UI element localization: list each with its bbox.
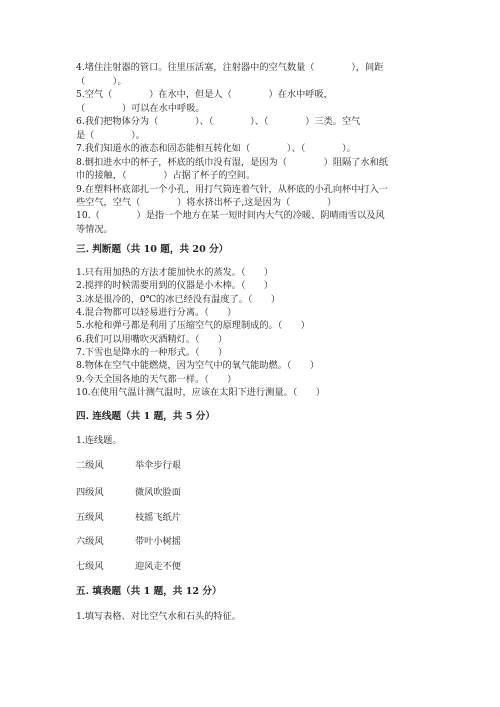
fill-blank-line: 些空气，空气（ ）将水挤出杯子,这是因为（ ） bbox=[76, 197, 337, 208]
matching-left-item: 四级风 bbox=[76, 487, 104, 498]
fill-blank-line: 等情况。 bbox=[76, 224, 113, 235]
judge-item: 3.冰是很冷的，0℃的冰已经没有温度了。（ ） bbox=[76, 294, 281, 305]
judge-item: 10.在使用气温计测气温时，应该在太阳下进行测量。（ ） bbox=[76, 387, 325, 398]
judge-item: 9.今天全国各地的天气都一样。（ ） bbox=[76, 374, 237, 385]
judge-item: 6.我们可以用嘴吹灭酒精灯。（ ） bbox=[76, 334, 228, 345]
fill-blank-line: 8.倒扣进水中的杯子，杯底的纸巾没有湿，是因为（ ）阻隔了水和纸 bbox=[76, 157, 388, 168]
judge-item: 5.水枪和弹弓都是利用了压缩空气的原理制成的。（ ） bbox=[76, 320, 310, 331]
matching-right-item: 微风吹脸面 bbox=[135, 487, 181, 498]
fill-blank-line: 4.堵住注射器的管口。往里压活塞，注射器中的空气数量（ ），间距 bbox=[76, 62, 384, 73]
matching-question: 1.连线题。 bbox=[76, 435, 122, 446]
fill-blank-line: 10.（ ）是指一个地方在某一短时间内大气的冷暖、阴晴雨雪以及风 bbox=[76, 210, 385, 221]
matching-right-item: 举伞步行艰 bbox=[135, 460, 181, 471]
judge-item: 8.物体在空气中能燃烧，因为空气中的氧气能助燃。（ ） bbox=[76, 360, 320, 371]
matching-left-item: 七级风 bbox=[76, 561, 104, 572]
fill-blank-line: 5.空气（ ）在水中，但是人（ ）在水中呼吸， bbox=[76, 89, 333, 100]
fill-blank-line: 是（ ）。 bbox=[76, 130, 145, 141]
judge-item: 2.搅拌的时候需要用到的仪器是小木棒。（ ） bbox=[76, 280, 274, 291]
fill-blank-line: 6.我们把物体分为（ ）、（ ）、（ ）三类。空气 bbox=[76, 116, 361, 127]
fill-blank-line: （ ）可以在水中呼吸。 bbox=[76, 103, 205, 114]
matching-left-item: 二级风 bbox=[76, 460, 104, 471]
section-heading-table: 五. 填表题（共 1 题，共 12 分） bbox=[76, 586, 222, 597]
judge-item: 7.下雪也是降水的一种形式。（ ） bbox=[76, 347, 228, 358]
matching-left-item: 六级风 bbox=[76, 536, 104, 547]
judge-item: 1.只有用加热的方法才能加快水的蒸发。（ ） bbox=[76, 267, 274, 278]
judge-item: 4.混合物都可以轻易进行分离。（ ） bbox=[76, 307, 237, 318]
section-heading-judge: 三. 判断题（共 10 题，共 20 分） bbox=[76, 244, 229, 255]
table-question: 1.填写表格、对比空气水和石头的特征。 bbox=[76, 611, 241, 622]
section-heading-matching: 四. 连线题（共 1 题，共 5 分） bbox=[76, 411, 215, 422]
fill-blank-line: （ ）。 bbox=[76, 76, 127, 87]
matching-right-item: 枝摇飞纸片 bbox=[135, 512, 181, 523]
fill-blank-line: 7.我们知道水的液态和固态能相互转化如（ ）、（ ）。 bbox=[76, 143, 356, 154]
matching-right-item: 带叶小树摇 bbox=[135, 536, 181, 547]
fill-blank-line: 9.在塑料杯底部扎一个小孔，用打气筒连着气针，从杯底的小孔向杯中打入一 bbox=[76, 184, 388, 195]
fill-blank-line: 巾的接触，（ ）占据了杯子的空间。 bbox=[76, 170, 256, 181]
matching-right-item: 迎风走不便 bbox=[135, 561, 181, 572]
matching-left-item: 五级风 bbox=[76, 512, 104, 523]
